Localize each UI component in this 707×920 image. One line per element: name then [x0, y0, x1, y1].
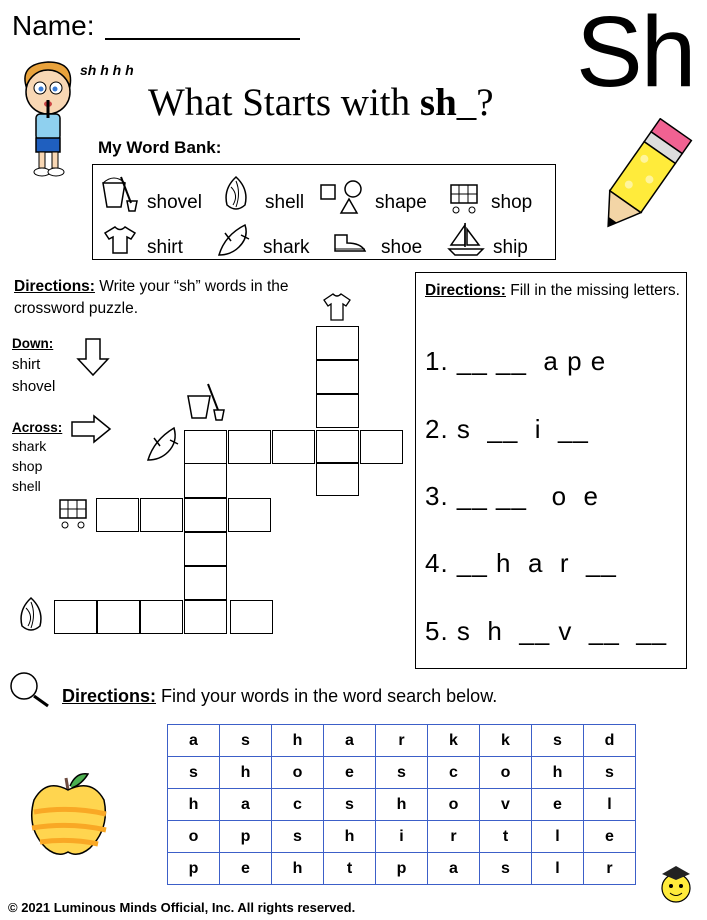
word-search-cell[interactable]: s — [480, 853, 532, 885]
down-clue-shirt: shirt — [12, 356, 41, 373]
fill-in-item-3[interactable]: 3. __ __ o e — [425, 481, 600, 511]
crossword-shark-icon — [144, 424, 182, 464]
word-search-cell[interactable]: s — [168, 757, 220, 789]
crossword-cell[interactable] — [316, 394, 359, 428]
down-arrow-icon — [76, 337, 110, 377]
crossword-cell[interactable] — [316, 430, 359, 464]
word-search-cell[interactable]: p — [168, 853, 220, 885]
crossword-cell[interactable] — [140, 600, 183, 634]
shopping-cart-icon — [447, 181, 481, 215]
crossword-cell[interactable] — [228, 498, 271, 532]
word-search-cell[interactable]: r — [584, 853, 636, 885]
crossword-cart-icon — [56, 496, 92, 530]
word-search-grid — [167, 724, 636, 885]
down-clue-shovel: shovel — [12, 378, 56, 395]
word-bank-shovel: shovel — [147, 192, 202, 213]
word-search-cell[interactable]: s — [376, 757, 428, 789]
word-bank-shirt: shirt — [147, 237, 183, 258]
shovel-bucket-icon — [99, 173, 141, 213]
word-search-cell[interactable]: k — [428, 725, 480, 757]
crossword-shovel-icon — [184, 380, 228, 424]
word-search-row — [168, 725, 636, 757]
word-search-row — [168, 821, 636, 853]
across-clue-shell: shell — [12, 478, 41, 494]
word-search-cell[interactable]: l — [584, 789, 636, 821]
word-search-cell[interactable]: t — [324, 853, 376, 885]
crossword-cell[interactable] — [316, 360, 359, 394]
word-bank-ship: ship — [493, 237, 528, 258]
word-search-cell[interactable]: s — [220, 725, 272, 757]
fill-in-item-4[interactable]: 4. __ h a r __ — [425, 548, 617, 578]
across-clue-shark: shark — [12, 438, 47, 454]
crossword-cell[interactable] — [96, 498, 139, 532]
page-title: What Starts with sh_? — [148, 81, 494, 124]
shhh-text: sh h h h — [80, 62, 134, 78]
crossword-cell[interactable] — [184, 600, 227, 634]
word-search-cell[interactable]: p — [220, 821, 272, 853]
word-search-cell[interactable]: a — [428, 853, 480, 885]
pencil-icon — [586, 118, 694, 240]
shirt-icon — [103, 225, 137, 255]
crossword-cell[interactable] — [184, 430, 227, 464]
fill-in-directions: Directions: Fill in the missing letters. — [425, 282, 680, 299]
word-bank-label: My Word Bank: — [98, 138, 222, 157]
word-search-cell[interactable]: h — [272, 725, 324, 757]
crossword-cell[interactable] — [316, 462, 359, 496]
magnifier-icon — [8, 670, 52, 710]
word-search-cell[interactable]: h — [272, 853, 324, 885]
apple-icon — [26, 768, 112, 858]
word-search-directions: Directions: Find your words in the word search below. — [62, 686, 498, 706]
word-search-cell[interactable]: h — [324, 821, 376, 853]
word-bank-shop: shop — [491, 192, 533, 213]
word-search-cell[interactable]: e — [584, 821, 636, 853]
crossword-shell-icon — [16, 596, 46, 634]
crossword-cell[interactable] — [230, 600, 273, 634]
word-bank-shape: shape — [375, 192, 427, 213]
word-bank-shell: shell — [265, 192, 305, 213]
crossword-cell[interactable] — [140, 498, 183, 532]
word-search-cell[interactable]: h — [168, 789, 220, 821]
word-bank-box — [92, 164, 556, 260]
crossword-cell[interactable] — [228, 430, 271, 464]
word-search-cell[interactable]: i — [376, 821, 428, 853]
word-search-cell[interactable]: k — [480, 725, 532, 757]
crossword-cell[interactable] — [54, 600, 97, 634]
crossword-cell[interactable] — [316, 326, 359, 360]
word-search-cell[interactable]: t — [480, 821, 532, 853]
word-search-cell[interactable]: l — [532, 853, 584, 885]
crossword-cell[interactable] — [184, 532, 227, 566]
crossword-cell[interactable] — [97, 600, 140, 634]
fill-in-box — [415, 272, 687, 669]
fill-in-item-1[interactable]: 1. __ __ a p e — [425, 346, 607, 376]
word-search-cell[interactable]: e — [220, 853, 272, 885]
word-search-cell[interactable]: o — [272, 757, 324, 789]
word-search-cell[interactable]: h — [220, 757, 272, 789]
crossword-cell[interactable] — [360, 430, 403, 464]
word-search-cell[interactable]: d — [584, 725, 636, 757]
word-search-cell[interactable]: a — [324, 725, 376, 757]
word-search-cell[interactable]: h — [532, 757, 584, 789]
word-search-row — [168, 789, 636, 821]
word-search-cell[interactable]: p — [376, 853, 428, 885]
word-bank-shark: shark — [263, 237, 310, 258]
word-search-cell[interactable]: o — [168, 821, 220, 853]
copyright-text: © 2021 Luminous Minds Official, Inc. All rights reserved. — [8, 900, 356, 915]
fill-in-item-2[interactable]: 2. s __ i __ — [425, 414, 589, 444]
word-search-cell[interactable]: o — [480, 757, 532, 789]
word-search-cell[interactable]: e — [532, 789, 584, 821]
name-label: Name: — [12, 10, 95, 41]
word-bank-shoe: shoe — [381, 237, 423, 258]
crossword-shirt-icon — [322, 292, 352, 324]
shark-icon — [215, 221, 255, 259]
across-clue-label: Across: — [12, 420, 63, 435]
word-search-row — [168, 757, 636, 789]
word-search-cell[interactable]: h — [376, 789, 428, 821]
word-search-cell[interactable]: l — [532, 821, 584, 853]
sailboat-icon — [447, 221, 485, 257]
word-search-cell[interactable]: s — [532, 725, 584, 757]
quiet-boy-icon — [12, 56, 84, 180]
fill-in-item-5[interactable]: 5. s h __ v __ __ — [425, 616, 668, 646]
word-search-cell[interactable]: v — [480, 789, 532, 821]
word-search-cell[interactable]: e — [324, 757, 376, 789]
crossword-cell[interactable] — [184, 464, 227, 498]
word-search-cell[interactable]: s — [272, 821, 324, 853]
word-search-cell[interactable]: r — [376, 725, 428, 757]
crossword-cell[interactable] — [184, 566, 227, 600]
shape-icon — [319, 179, 363, 217]
word-search-cell[interactable]: c — [428, 757, 480, 789]
word-search-cell[interactable]: s — [324, 789, 376, 821]
name-line[interactable] — [105, 38, 300, 40]
crossword-directions: Directions: Write your “sh” words in the crossword puzzle. — [14, 278, 289, 317]
shell-icon — [221, 175, 251, 213]
word-search-cell[interactable]: a — [220, 789, 272, 821]
word-search-cell[interactable]: s — [584, 757, 636, 789]
word-search-cell[interactable]: c — [272, 789, 324, 821]
down-clue-label: Down: — [12, 336, 54, 351]
word-search-cell[interactable]: a — [168, 725, 220, 757]
word-search-cell[interactable]: o — [428, 789, 480, 821]
shoe-icon — [331, 231, 369, 255]
crossword-cell[interactable] — [272, 430, 315, 464]
crossword-cell[interactable] — [184, 498, 227, 532]
across-clue-shop: shop — [12, 458, 43, 474]
word-search-cell[interactable]: r — [428, 821, 480, 853]
big-sh-letters: Sh — [576, 0, 695, 108]
mascot-icon — [652, 860, 700, 908]
word-search-row — [168, 853, 636, 885]
right-arrow-icon — [70, 414, 112, 444]
